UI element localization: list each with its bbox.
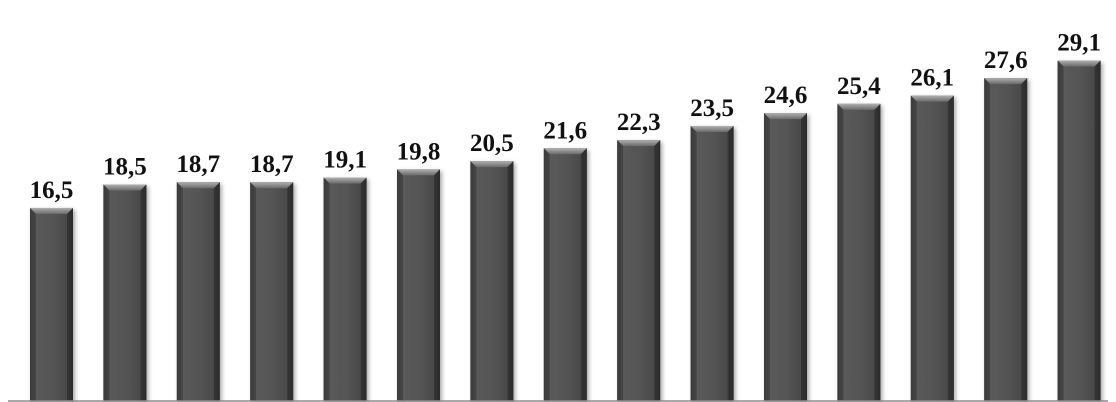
bar-bevel-left: [324, 178, 330, 401]
bar: [764, 113, 807, 401]
data-label: 29,1: [1057, 29, 1101, 57]
bar-body: [911, 96, 954, 401]
bar-body: [764, 113, 807, 401]
data-label: 26,1: [910, 64, 955, 92]
bar-bevel-right: [728, 126, 734, 401]
bar-bevel-right: [1021, 78, 1027, 401]
bar-body: [984, 78, 1027, 401]
bar-bevel-right: [140, 185, 146, 401]
bar-bevel-right: [434, 169, 440, 401]
bar-bevel: [324, 178, 367, 184]
bar-body: [397, 169, 440, 401]
data-label: 27,6: [983, 47, 1028, 75]
bar-bevel: [103, 185, 146, 191]
bar: [177, 182, 220, 401]
bar-bevel-left: [837, 104, 843, 401]
bar-bevel-right: [287, 182, 293, 401]
bar-body: [324, 178, 367, 401]
bar-bevel: [1058, 61, 1101, 67]
bar: [250, 182, 293, 401]
bar-bevel-right: [874, 104, 880, 401]
data-label: 25,4: [837, 72, 881, 100]
bar-bevel-right: [948, 96, 954, 401]
bar-bevel-left: [250, 182, 256, 401]
bar-bevel-left: [1058, 61, 1064, 401]
data-label: 24,6: [763, 82, 808, 110]
data-label: 20,5: [470, 130, 514, 158]
bar-bevel-left: [397, 169, 403, 401]
bar-bevel: [250, 182, 293, 188]
bar-body: [544, 148, 587, 401]
bar-bevel: [617, 140, 660, 146]
bar: [837, 104, 880, 401]
bar: [103, 185, 146, 401]
data-label: 18,7: [249, 151, 294, 179]
bar-bevel-right: [801, 113, 807, 401]
bar-bevel-left: [911, 96, 917, 401]
data-label: 18,5: [103, 153, 147, 181]
bar: [470, 161, 513, 401]
data-label: 19,1: [323, 146, 367, 174]
data-label: 23,5: [690, 95, 734, 123]
bar-bevel: [911, 96, 954, 102]
data-label: 22,3: [616, 109, 661, 137]
bar-bevel: [837, 104, 880, 110]
bar: [324, 178, 367, 401]
bar-body: [617, 140, 660, 401]
bar-body: [177, 182, 220, 401]
bar-bevel-left: [30, 208, 36, 401]
bar-bevel: [764, 113, 807, 119]
bar-body: [837, 104, 880, 401]
bar-body: [250, 182, 293, 401]
data-label: 19,8: [396, 138, 441, 166]
bar-bevel: [544, 148, 587, 154]
bar-bevel: [177, 182, 220, 188]
bar-bevel-right: [214, 182, 220, 401]
bar: [30, 208, 73, 401]
bar-bevel-left: [691, 126, 697, 401]
bar-body: [30, 208, 73, 401]
bar: [617, 140, 660, 401]
data-label: 21,6: [543, 117, 588, 145]
bar: [984, 78, 1027, 401]
bar-bevel-left: [617, 140, 623, 401]
bars-group: [30, 61, 1101, 401]
bar-bevel-left: [103, 185, 109, 401]
bar-bevel: [691, 126, 734, 132]
bar-body: [470, 161, 513, 401]
bar-body: [691, 126, 734, 401]
bar-bevel-right: [654, 140, 660, 401]
data-label: 16,5: [29, 176, 74, 204]
bar-bevel-left: [470, 161, 476, 401]
bar: [911, 96, 954, 401]
bar-bevel-left: [984, 78, 990, 401]
bar-bevel: [397, 169, 440, 175]
bar-bevel-left: [764, 113, 770, 401]
bar: [1058, 61, 1101, 401]
bar-bevel: [470, 161, 513, 167]
bar-bevel-left: [177, 182, 183, 401]
bar-body: [1058, 61, 1101, 401]
bar: [544, 148, 587, 401]
bar-bevel: [984, 78, 1027, 84]
data-label: 18,7: [176, 151, 221, 179]
bar-bevel: [30, 208, 73, 214]
bar-bevel-right: [1095, 61, 1101, 401]
bar: [397, 169, 440, 401]
bar-bevel-left: [544, 148, 550, 401]
bar-bevel-right: [67, 208, 73, 401]
bar-body: [103, 185, 146, 401]
bar: [691, 126, 734, 401]
bar-bevel-right: [581, 148, 587, 401]
bar-bevel-right: [507, 161, 513, 401]
bar-bevel-right: [361, 178, 367, 401]
